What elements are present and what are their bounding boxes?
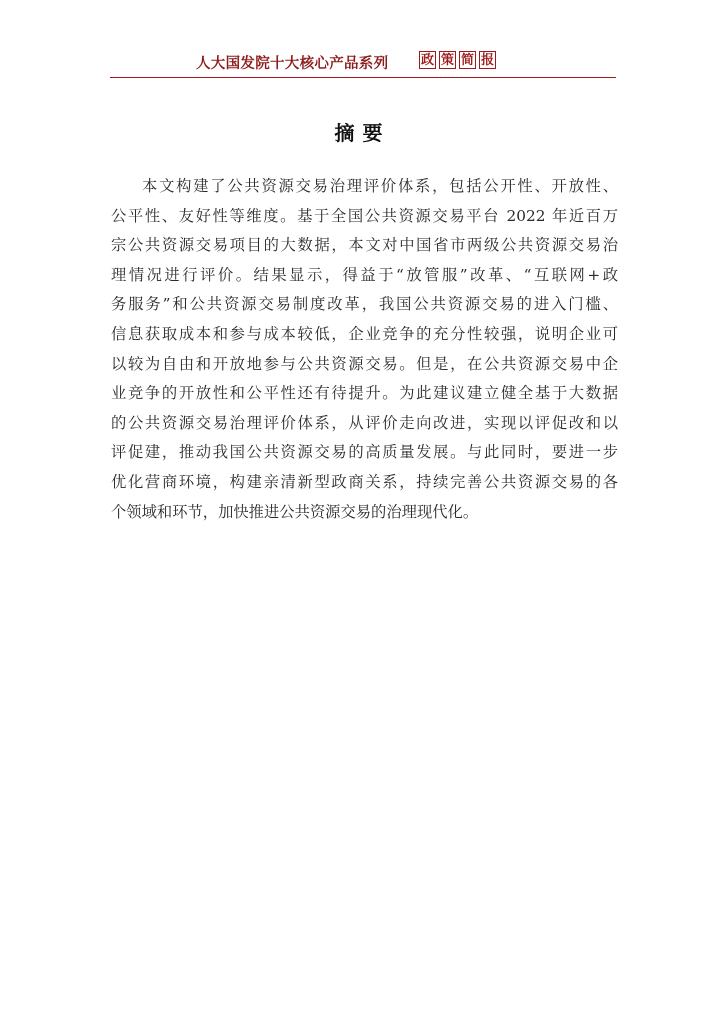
abstract-line: 个领域和环节，加快推进公共资源交易的治理现代化。 [111,502,479,521]
abstract-body [111,172,618,527]
badge-char: 政 [420,53,434,68]
abstract-line: 的公共资源交易治理评价体系，从评价走向改进，实现以评促改和以 [111,413,618,432]
abstract-line: 业竞争的开放性和公平性还有待提升。为此建议建立健全基于大数据 [111,384,618,403]
abstract-line: 优化营商环境，构建亲清新型政商关系，持续完善公共资源交易的各 [111,472,618,491]
policy-brief-badge [419,51,496,69]
page-header [110,52,616,80]
badge-char: 报 [480,53,494,68]
badge-char: 策 [440,53,454,68]
abstract-line: 评促建，推动我国公共资源交易的高质量发展。与此同时，要进一步 [111,443,618,462]
abstract-line: 理情况进行评价。结果显示，得益于“放管服”改革、“互联网+政 [111,265,618,284]
abstract-heading: 摘要 [334,121,391,145]
abstract-line: 务服务”和公共资源交易制度改革，我国公共资源交易的进入门槛、 [111,295,618,314]
abstract-line: 公平性、友好性等维度。基于全国公共资源交易平台 2022 年近百万 [111,206,618,225]
abstract-line: 本文构建了公共资源交易治理评价体系，包括公开性、开放性、 [142,177,618,195]
abstract-line: 信息获取成本和参与成本较低，企业竞争的充分性较强，说明企业可 [111,324,618,343]
badge-char: 简 [460,53,474,68]
abstract-line: 以较为自由和开放地参与公共资源交易。但是，在公共资源交易中企 [111,354,618,373]
abstract-line: 宗公共资源交易项目的大数据，本文对中国省市两级公共资源交易治 [111,236,618,255]
series-title: 人大国发院十大核心产品系列 [196,55,389,72]
header-divider [110,77,616,78]
